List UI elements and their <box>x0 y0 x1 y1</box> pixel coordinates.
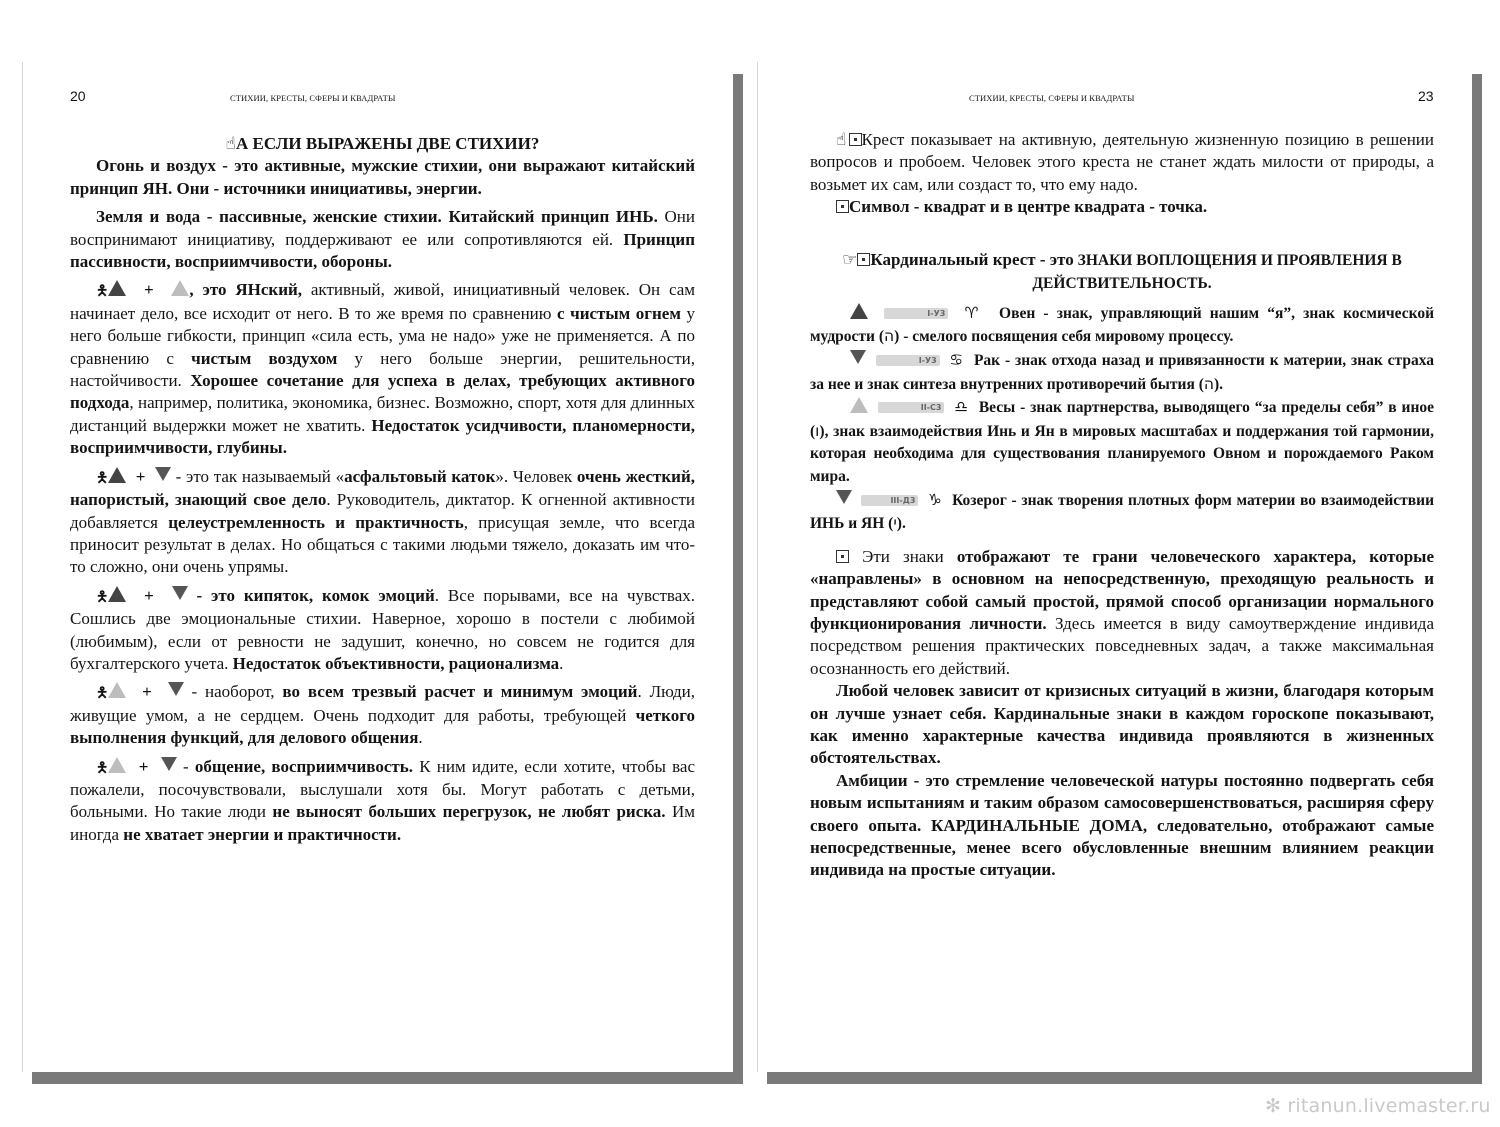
hebrew-letter-icon: ו <box>815 421 820 440</box>
paragraph: I-У3 ♈ Овен - знак, управляющий нашим “я”, знак космической мудрости (ה) - смелого посвящения себя мировому процессу. <box>810 303 1435 346</box>
cross-badge: III-Д3 <box>861 495 918 506</box>
paragraph: Эти знаки отображают те грани человеческого характера, которые «направлены» в основном на непосредственную, преходящую реальность и представляют собой самый простой, прямой способ организации нормального функционирования личности. Здесь имеется в виду самоутверждение индивида посредством решения практических повседневных задач, а также максимальная осознанность его действий. <box>810 546 1435 678</box>
hebrew-letter-icon: ה <box>884 327 895 346</box>
paragraph: Огонь и воздух - это активные, мужские стихии, они выражают китайский принцип ЯН. Они - источники инициативы, энергии. <box>70 156 695 198</box>
fire-triangle-icon <box>108 467 126 483</box>
person-icon: 🯅 <box>96 759 109 776</box>
page-body <box>70 133 695 846</box>
section-title: ☝А ЕСЛИ ВЫРАЖЕНЫ ДВЕ СТИХИИ? <box>225 134 540 154</box>
earth-triangle-icon <box>155 467 171 481</box>
section-heading: ☞ Кардинальный крест - это ЗНАКИ ВОПЛОЩЕНИЯ И ПРОЯВЛЕНИЯ В ДЕЙСТВИТЕЛЬНОСТЬ. <box>842 249 1402 293</box>
paragraph: III-Д3 ♑ Козерог - знак творения плотных форм материи во взаимодействии ИНЬ и ЯН (י). <box>810 490 1435 533</box>
paragraph: 🯅 + - наоборот, во всем трезвый расчет и минимум эмоций. Люди, живущие умом, а не сердцем. Очень подходит для работы, требующей четкого выполнения функций, для делового общения. <box>70 682 695 748</box>
hand-pointing-icon: ☞ <box>842 249 858 270</box>
paragraph: 🯅 + - это кипяток, комок эмоций. Все порывами, все на чувствах. Сошлись две эмоциональные стихии. Наверное, хорошо в постели с любимой (любимым), если от ревности не задушит, конечно, но совсем не годится для бухгалтерского учета. Недостаток объективности, рационализма. <box>70 585 695 673</box>
person-icon: 🯅 <box>96 469 109 486</box>
right-page <box>757 62 1472 1072</box>
running-head: СТИХИИ, КРЕСТЫ, СФЕРЫ И КВАДРАТЫ <box>230 93 396 103</box>
air-triangle-icon <box>108 757 126 773</box>
earth-triangle-icon <box>836 490 852 504</box>
square-dot-icon <box>836 550 849 563</box>
hebrew-letter-icon: ה <box>1203 374 1215 393</box>
air-triangle-icon <box>108 682 126 698</box>
paragraph: I-У3 ♋ Рак - знак отхода назад и привязанности к материи, знак страха за нее и знак синтеза внутренних противоречий бытия (ה). <box>810 351 1435 393</box>
fire-triangle-icon <box>108 586 126 602</box>
fire-triangle-icon <box>108 280 126 296</box>
cross-badge: II-C3 <box>878 402 945 413</box>
capricorn-icon: ♑ <box>927 490 943 509</box>
paragraph: Земля и вода - пассивные, женские стихии. Китайский принцип ИНЬ. Они воспринимают инициативу, поддерживают ее или сопротивляются ей. Принцип пассивности, восприимчивости, обороны. <box>70 207 695 272</box>
paragraph: Любой человек зависит от кризисных ситуаций в жизни, благодаря которым он лучше узнает себя. Кардинальные знаки в каждом гороскопе показывают, как именно характерные качества индивида проявляются в жизненных обстоятельствах. <box>810 681 1434 768</box>
page-number: 23 <box>1418 88 1434 104</box>
left-page <box>22 62 733 1072</box>
cancer-icon: ♋ <box>949 351 965 369</box>
cross-badge: I-У3 <box>884 308 948 319</box>
page-number: 20 <box>70 88 86 104</box>
water-triangle-icon <box>172 586 188 600</box>
square-dot-icon <box>857 253 870 266</box>
air-triangle-icon <box>171 280 189 296</box>
paragraph: Символ - квадрат и в центре квадрата - точка. <box>810 196 1434 218</box>
water-triangle-icon <box>850 350 866 364</box>
square-dot-icon <box>849 133 862 146</box>
hand-pointer-icon: ☝ <box>225 134 236 154</box>
running-head: СТИХИИ, КРЕСТЫ, СФЕРЫ И КВАДРАТЫ <box>969 93 1135 103</box>
page-body <box>810 129 1434 882</box>
paragraph: Амбиции - это стремление человеческой натуры постоянно подвергать себя новым испытаниям и таким образом самосовершенствоваться, расширяя сферу своего опыта. КАРДИНАЛЬНЫЕ ДОМА, следовательно, отображают самые непосредственные, менее всего обусловленные внешним влиянием реакции индивида на простые ситуации. <box>810 770 1434 880</box>
fire-triangle-icon <box>850 303 868 319</box>
person-icon: 🯅 <box>96 283 109 300</box>
paragraph: ☝ Крест показывает на активную, деятельную жизненную позицию в решении вопросов и пробоем. Человек этого креста не станет ждать милости от природы, а возьмет их сам, или создаст то, что ему надо. <box>810 130 1435 194</box>
cross-badge: I-У3 <box>876 355 940 366</box>
hand-pointer-icon: ☝ <box>836 130 849 150</box>
person-icon: 🯅 <box>96 685 109 702</box>
air-triangle-icon <box>850 397 868 413</box>
hebrew-letter-icon: י <box>893 514 897 533</box>
earth-triangle-icon <box>168 682 184 696</box>
gear-icon: ✻ <box>1265 1095 1282 1117</box>
water-triangle-icon <box>161 757 177 771</box>
square-dot-icon <box>836 200 849 213</box>
paragraph: II-C3 ♎ Весы - знак партнерства, выводящего “за пределы себя” в иное (ו), знак взаимодействия Инь и Ян в мировых масштабах и поддержания той гармонии, которая необходима для существования планируемого Овном и порождаемого Раком мира. <box>810 398 1435 485</box>
aries-icon: ♈ <box>964 303 983 322</box>
person-icon: 🯅 <box>96 588 109 605</box>
paragraph: 🯅 + - это так называемый «асфальтовый каток». Человек очень жесткий, напористый, знающий свое дело. Руководитель, диктатор. К огненной активности добавляется целеустремленность и практичность, присущая земле, что всегда приносит результат в делах. Но общаться с такими людьми тяжело, доказать им что-то сложно, они очень упрямы. <box>70 466 696 577</box>
watermark: ✻ ritanun.livemaster.ru <box>1265 1095 1491 1117</box>
paragraph: 🯅 + , это ЯНский, активный, живой, инициативный человек. Он сам начинает дело, все исходит от него. В то же время по сравнению с чистым огнем у него больше гибкости, принцип «сила есть, ума не надо» уже не применяется. А по сравнению с чистым воздухом у него больше энергии, решительности, настойчивости. Хорошее сочетание для успеха в делах, требующих активного подхода, например, политика, экономика, бизнес. Возможно, спорт, хотя для длинных дистанций выдержки может не хватить. Недостаток усидчивости, планомерности, восприимчивости, глубины. <box>70 280 696 458</box>
libra-icon: ♎ <box>954 398 970 417</box>
paragraph: 🯅 + - общение, восприимчивость. К ним идите, если хотите, чтобы вас пожалели, посочувствовали, выслушали хотя бы. Могут работать с детьми, больными. Но такие люди не выносят больших перегрузок, не любят риска. Им иногда не хватает энергии и практичности. <box>70 756 695 844</box>
